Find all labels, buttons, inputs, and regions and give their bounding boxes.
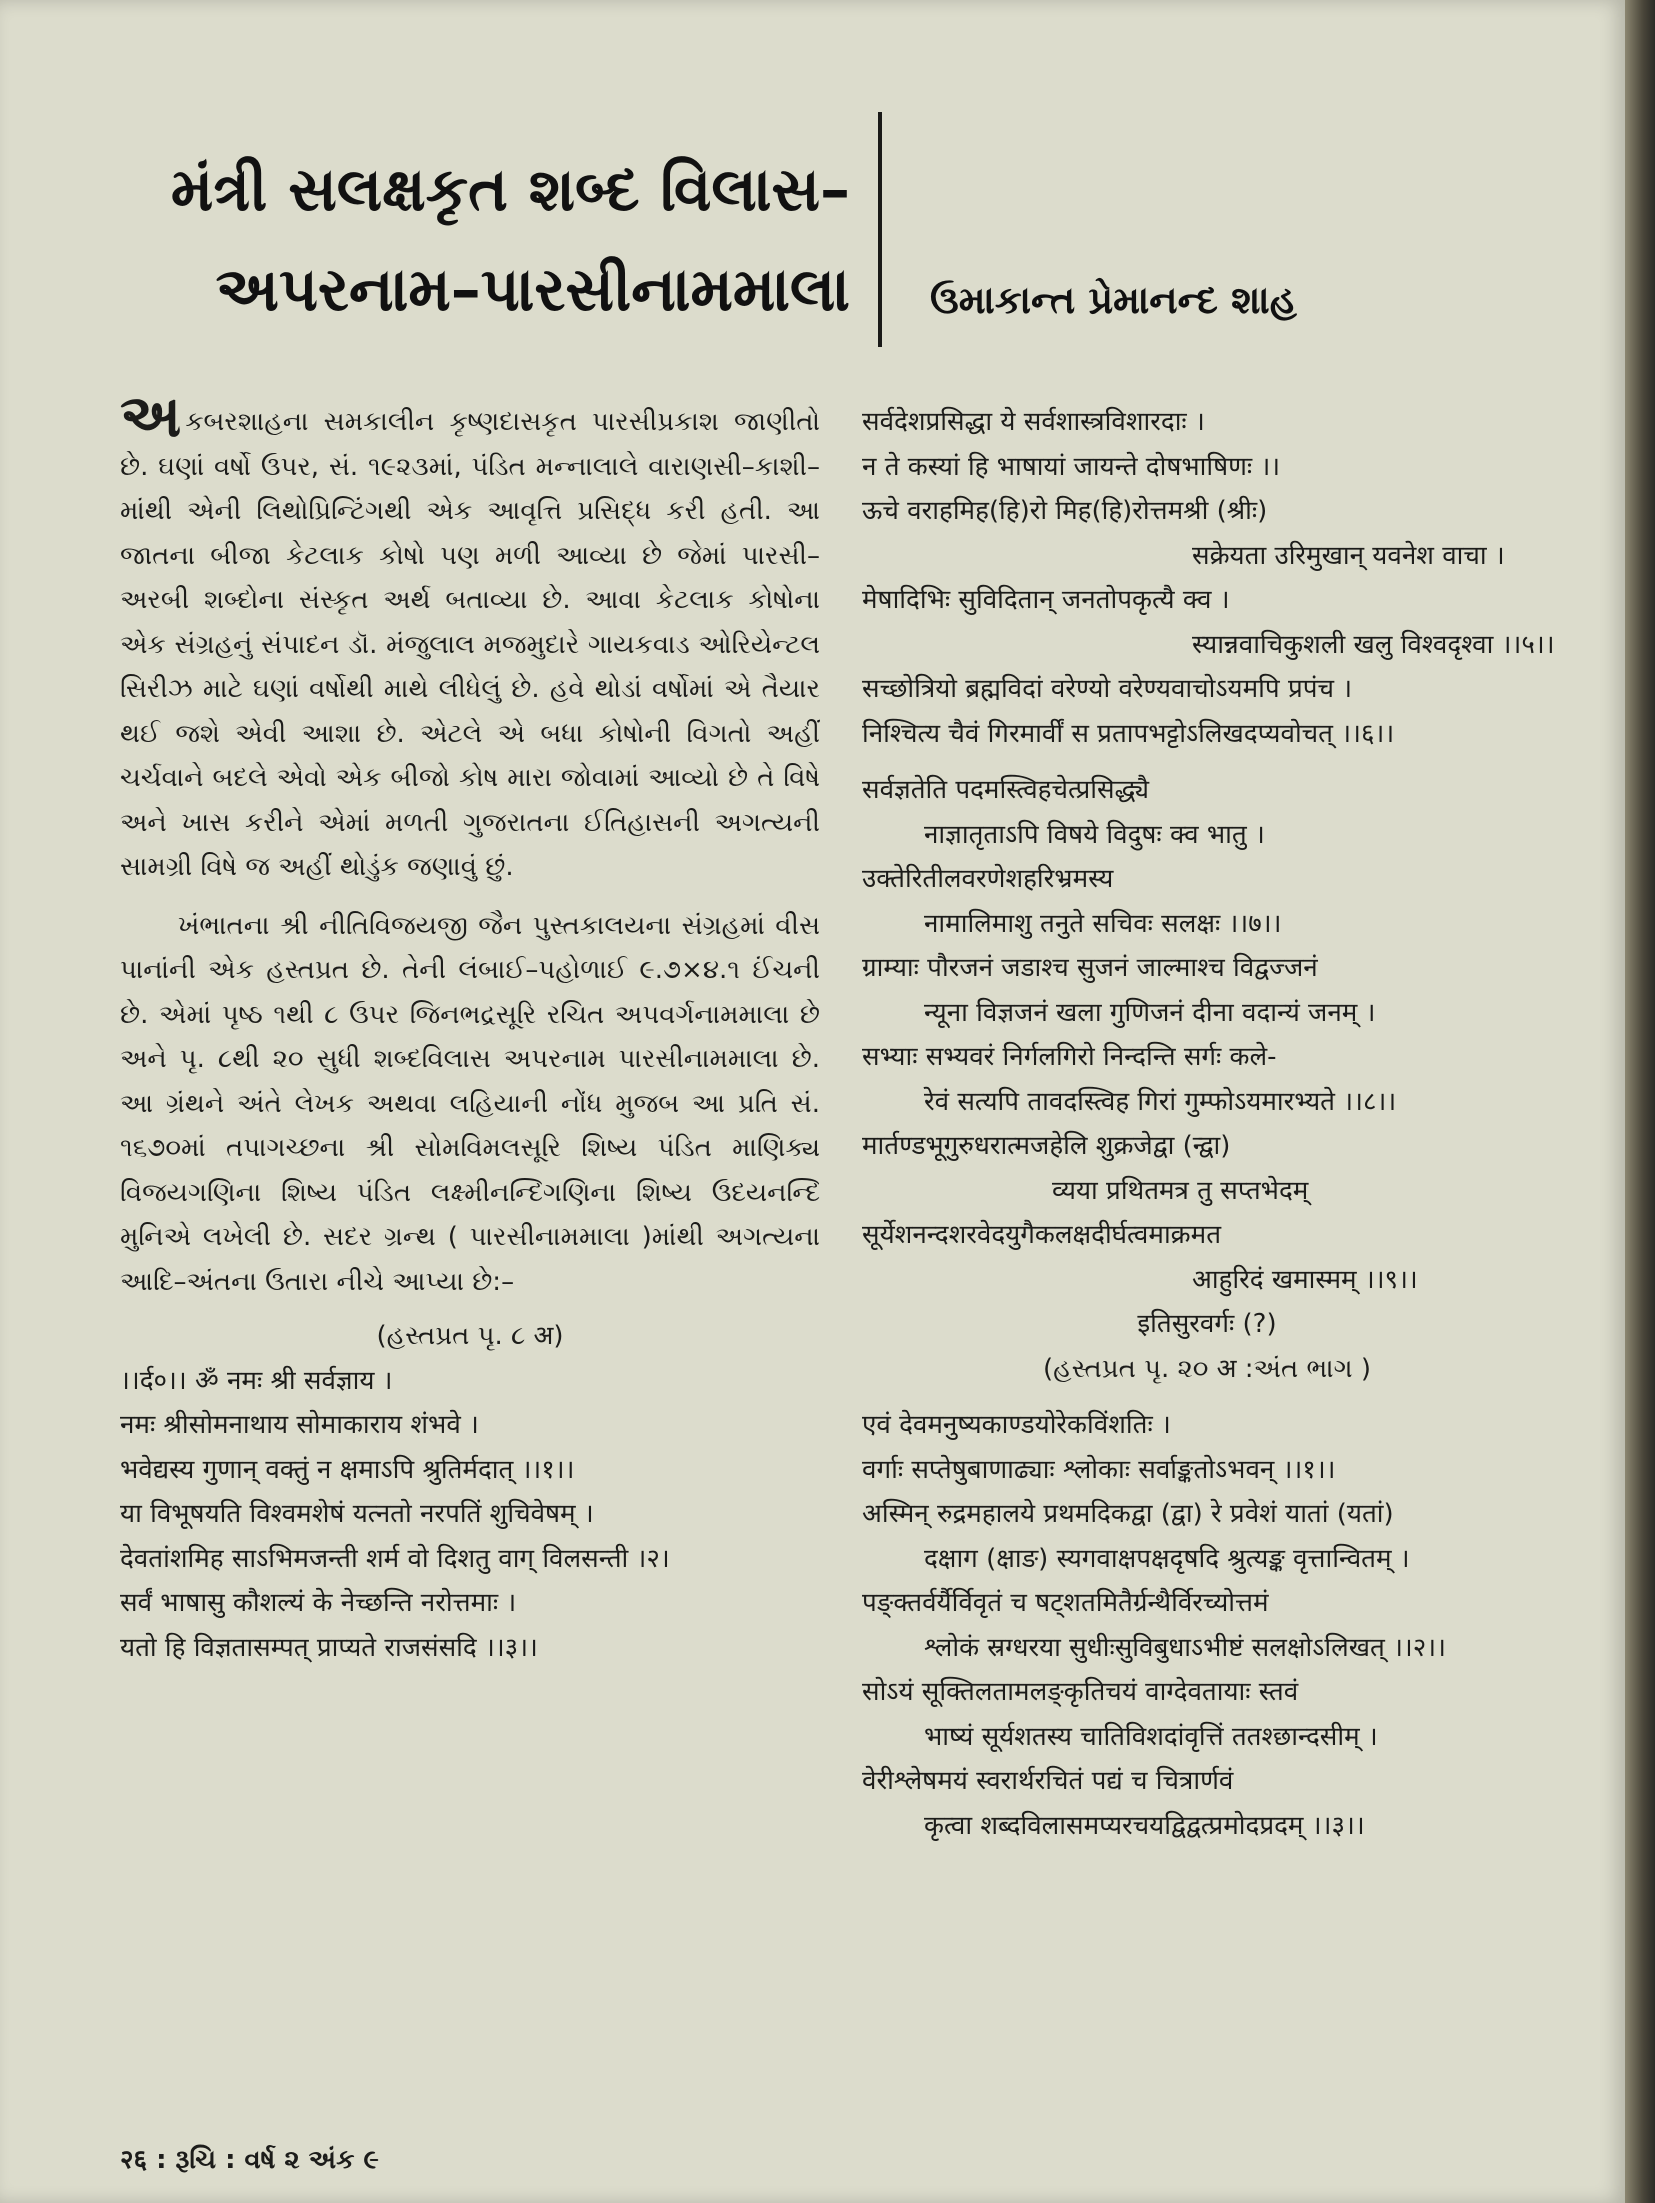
intro-paragraph	[120, 382, 820, 890]
verse-line: ऊचे वराहमिह(हि)रो मिह(हि)रोत्तमश्री (श्रीः)	[862, 496, 1268, 526]
verse-line: नामालिमाशु तनुते सचिवः सलक्षः ।।७।।	[924, 908, 1282, 939]
page-edge	[1625, 0, 1655, 2203]
verse-line: एवं देवमनुष्यकाण्डयोरेकविंशतिः ।	[862, 1410, 1171, 1440]
verse-line: व्यया प्रथितमत्र तु सप्तभेदम्	[1052, 1175, 1309, 1206]
verse-line: न्यूना विज्ञजनं खला गुणिजनं दीना वदान्यं जनम् ।	[924, 997, 1376, 1028]
verse-line: नमः श्रीसोमनाथाय सोमाकाराय शंभवे ।	[120, 1410, 479, 1440]
verse-line: मेषादिभिः सुविदितान् जनतोपकृत्यै क्व ।	[862, 585, 1230, 615]
title-line-2: અપરનામ–પારસીનામમાલા	[215, 255, 850, 325]
verse-line: आहुरिदं खमास्मम् ।।९।।	[1192, 1264, 1418, 1295]
verse-line: भवेद्यस्य गुणान् वक्तुं न क्षमाऽपि श्रुतिर्मदात् ।।१।।	[120, 1454, 575, 1485]
verse-line: स्यान्नवाचिकुशली खलु विश्वदृश्वा ।।५।।	[1192, 629, 1555, 660]
page-footer: २६ : રૂચિ : વર્ષ ૨ અંક ૯	[120, 2145, 379, 2175]
verse-line: ग्राम्याः पौरजनं जडाश्च सुजनं जाल्माश्च विद्वज्जनं	[862, 953, 1318, 983]
article-title	[150, 140, 850, 340]
verse-line: अस्मिन् रुद्रमहालये प्रथमदिकद्वा (द्वा) रे प्रवेशं यातां (यतां)	[862, 1499, 1394, 1529]
verse-line: देवतांशमिह साऽभिमजन्ती शर्म वो दिशतु वाग् विलसन्ती ।२।	[120, 1543, 670, 1574]
section-heading: इतिसुरवर्गः (?)	[1137, 1309, 1277, 1339]
verse-line: रेवं सत्यपि तावदस्त्विह गिरां गुम्फोऽयमारभ्यते ।।८।।	[924, 1086, 1397, 1117]
verse-line: सर्वं भाषासु कौशल्यं के नेच्छन्ति नरोत्तमाः ।	[120, 1588, 517, 1618]
drop-cap: અ	[120, 382, 182, 450]
verse-line: सक्रेयता उरिमुखान् यवनेश वाचा ।	[1192, 540, 1505, 571]
verse-line: या विभूषयति विश्वमशेषं यत्नतो नरपतिं शुचिवेषम् ।	[120, 1499, 594, 1529]
manuscript-reference: (હસ્તપ્રત પૃ. ૮ अ)	[376, 1321, 564, 1351]
second-paragraph: ખંભાતના શ્રી નીતિવિજયજી જૈન પુસ્તકાલયના સંગ્રહમાં વીસ પાનાંની એક હસ્તપ્રત છે. તેની લંબાઈ–પહોળાઈ ૯.૭×૪.૧ ઈંચની છે. એમાં પૃષ્ઠ ૧થી ૮ ઉપર જિનભદ્રસૂરિ રચિત અપવર્ગનામમાલા છે અને પૃ. ૮થી ૨૦ સુધી શબ્દવિલાસ અપરનામ પારસીનામમાલા છે. આ ગ્રંથને અંતે લેખક અથવા લહિયાની નોંધ મુજબ આ પ્રતિ સં. ૧૬૭૦માં તપાગચ્છના શ્રી સોમવિમલસૂરિ શિષ્ય પંડિત માણિક્ય વિજયગણિના શિષ્ય પંડિત લક્ષ્મીનન્દિગણિના શિષ્ય ઉદયનન્દિ મુનિએ લખેલી છે. સદર ગ્રન્થ ( પારસીનામમાલા )માંથી અગત્યના આદિ–અંતના ઉતારા નીચે આપ્યા છે:–	[120, 910, 820, 1297]
title-line-1: મંત્રી સલક્ષકૃત શબ્દ વિલાસ–	[170, 155, 850, 225]
intro-text: કબરશાહના સમકાલીન કૃષ્ણદાસકૃત પારસીપ્રકાશ જાણીતો છે. ઘણાં વર્ષો ઉપર, સં. ૧૯૨૩માં, પંડિત મન્નાલાલે વારાણસી–કાશી–માંથી એની લિથોપ્રિન્ટિંગથી એક આવૃત્તિ પ્રસિદ્ધ કરી હતી. આ જાતના બીજા કેટલાક કોષો પણ મળી આવ્યા છે જેમાં પારસી–અરબી શબ્દોના સંસ્કૃત અર્થ બતાવ્યા છે. આવા કેટલાક કોષોના એક સંગ્રહનું સંપાદન ડૉ. મંજુલાલ મજમુદારે ગાયકવાડ ઓરિયેન્ટલ સિરીઝ માટે ઘણાં વર્ષોથી માથે લીધેલું છે. હવે થોડાં વર્ષોમાં એ તૈયાર થઈ જશે એવી આશા છે. એટલે એ બધા કોષોની વિગતો અહીં ચર્ચવાને બદલે એવો એક બીજો કોષ મારા જોવામાં આવ્યો છે તે વિષે અને ખાસ કરીને એમાં મળતી ગુજરાતના ઈતિહાસની અગત્યની સામગ્રી વિષે જ અહીં થોડુંક જણાવું છું.	[120, 407, 820, 882]
manuscript-reference: (હસ્તપ્રત પૃ. ૨૦ अ :અંત ભાગ )	[1042, 1353, 1372, 1384]
right-column	[862, 400, 1555, 1848]
verse-line: सभ्याः सभ्यवरं निर्गलगिरो निन्दन्ति सर्गः कले-	[862, 1042, 1277, 1072]
verse-line: कृत्वा शब्दविलासमप्यरचयद्विद्वत्प्रमोदप्रदम् ।।३।।	[924, 1810, 1365, 1841]
verse-line: यतो हि विज्ञतासम्पत् प्राप्यते राजसंसदि ।।३।।	[120, 1632, 538, 1663]
verse-line: वर्गाः सप्तेषुबाणाढ्याः श्लोकाः सर्वाङ्कतोऽभवन् ।।१।।	[862, 1454, 1336, 1485]
author-name: ઉમાકાન્ત પ્રેમાનન્દ શાહ	[930, 278, 1297, 322]
verse-line: पङ्क्तर्वर्यैर्विवृतं च षट्शतमितैर्ग्रन्थैर्विरच्योत्तमं	[862, 1588, 1269, 1618]
verse-line: भाष्यं सूर्यशतस्य चातिविशदांवृत्तिं ततश्छान्दसीम् ।	[924, 1721, 1378, 1752]
verse-line: उक्तेरितीलवरणेशहरिभ्रमस्य	[862, 864, 1114, 894]
verse-line: निश्चित्य चैवं गिरमार्वीं स प्रतापभट्टोऽलिखदप्यवोचत् ।।६।।	[862, 718, 1395, 749]
verse-line: सूर्येशनन्दशरवेदयुगैकलक्षदीर्घत्वमाक्रमत	[862, 1220, 1222, 1250]
verse-line: नाज्ञातृताऽपि विषये विदुषः क्व भातु ।	[924, 819, 1265, 850]
title-divider	[878, 112, 882, 347]
verse-line: वेरीश्लेषमयं स्वरार्थरचितं पद्यं च चित्रार्णवं	[862, 1766, 1234, 1796]
verse-line: मार्तण्डभूगुरुधरात्मजहेलि शुक्रजेद्वा (न्द्वा)	[862, 1131, 1231, 1161]
verse-line: सच्छोत्रियो ब्रह्मविदां वरेण्यो वरेण्यवाचोऽयमपि प्रपंच ।	[862, 674, 1353, 704]
left-column	[120, 382, 820, 1670]
verse-line: सर्वज्ञतेति पदमस्त्विहचेत्प्रसिद्ध्यै	[862, 775, 1150, 805]
verse-line: सोऽयं सूक्तिलतामलङ्कृतिचयं वाग्देवतायाः स्तवं	[862, 1677, 1299, 1707]
verse-line: न ते कस्यां हि भाषायां जायन्ते दोषभाषिणः ।।	[862, 451, 1281, 482]
verse-line: श्लोकं स्रग्धरया सुधीःसुविबुधाऽभीष्टं सलक्षोऽलिखत् ।।२।।	[924, 1632, 1447, 1663]
verse-line: सर्वदेशप्रसिद्धा ये सर्वशास्त्रविशारदाः ।	[862, 407, 1205, 437]
verse-line: दक्षाग (क्षाङ) स्यगवाक्षपक्षदृषदि श्रुत्यङ्क वृत्तान्वितम् ।	[924, 1543, 1410, 1574]
verse-line: ।।र्द०।। ॐ नमः श्री सर्वज्ञाय ।	[120, 1365, 393, 1396]
